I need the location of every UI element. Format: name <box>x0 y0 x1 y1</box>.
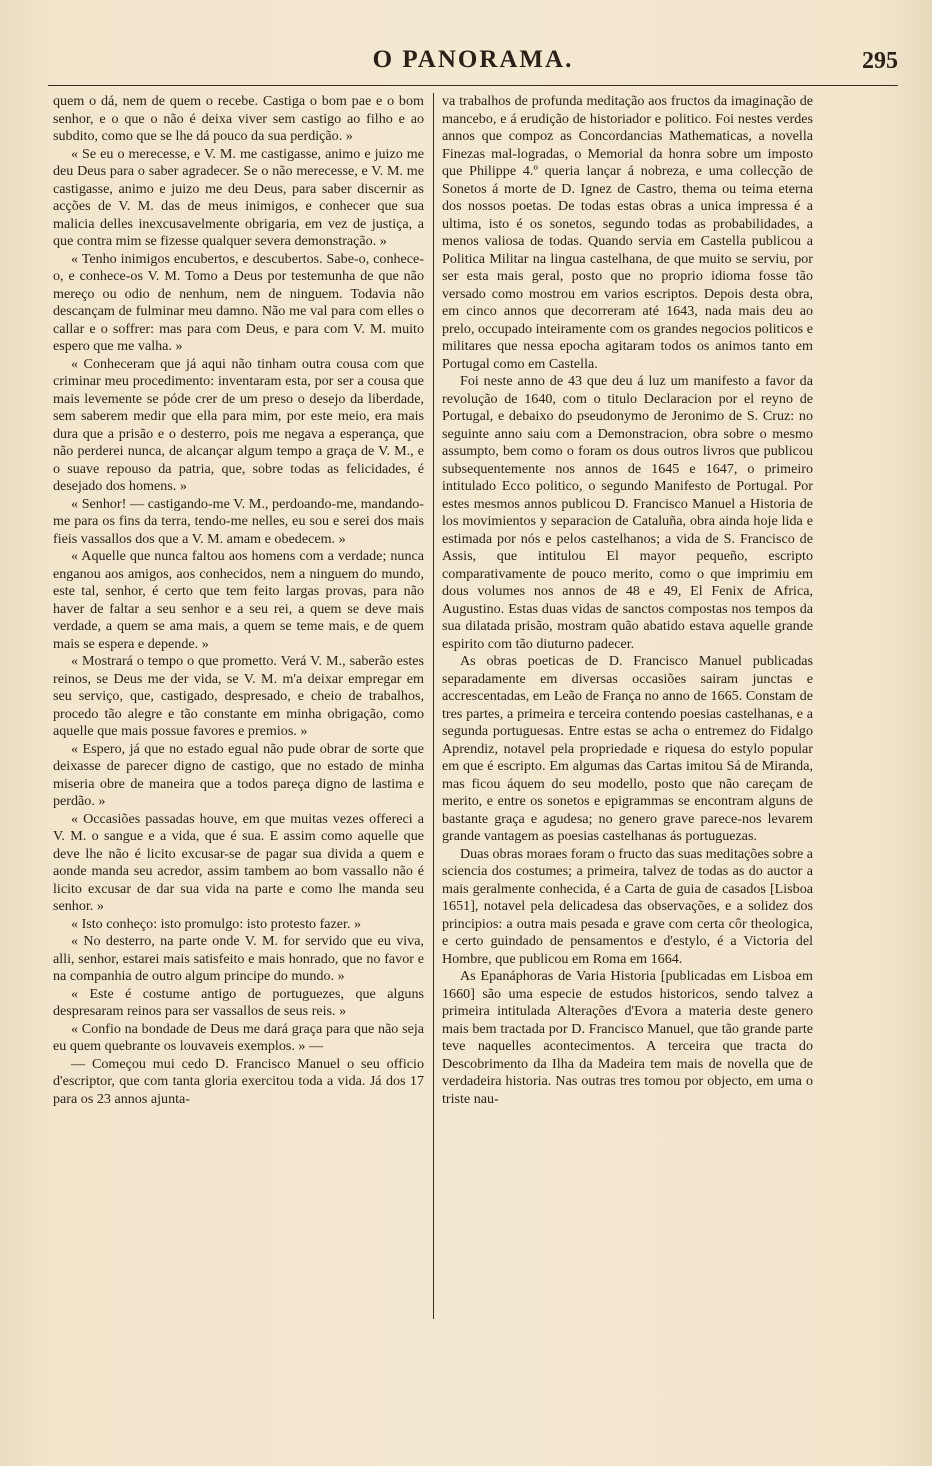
paragraph: Foi neste anno de 43 que deu á luz um manifesto a favor da revolução de 1640, com o titulo Declaracion por el reyno de Portugal, e debaixo do pseudonymo de Jeronimo de S. Cruz: no seguinte anno saiu com a Demonstracion, obra sobre o mesmo assumpto, bem como o foram os dous outros livros que publicou subsequentemente nos annos de 1645 e 1647, o primeiro intitulado Ecco politico, o segundo Manifesto de Portugal. Por estes mesmos annos publicou D. Francisco Manuel a Historia de los movimientos y separacion de Cataluña, obra ainda hoje lida e estimada por nós e pelos castelhanos; a vida de S. Francisco de Assis, que intitulou El mayor pequeño, escripto comparativamente de pouco merito, como o que imprimiu em dous volumes nos annos de 48 e 49, El Fenix de Africa, Augustino. Estas duas vidas de sanctos compostas nos tempos da sua dilatada prisão, mostram quão abatido estava aquelle grande espirito com tão diuturno padecer. <box>442 373 813 652</box>
paragraph: As obras poeticas de D. Francisco Manuel publicadas separadamente em diversas occasiões sairam junctas e accrescentadas, em Leão de França no anno de 1665. Constam de tres partes, a primeira e terceira contendo poesias castelhanas, e a segunda portuguesas. Entre estas se acha o entremez do Fidalgo Aprendiz, notavel pela propriedade e riquesa do estylo popular em que é escripto. Em algumas das Cartas imitou Sá de Miranda, mas ficou áquem do seu modello, posto que não careçam de merito, e entre os sonetos e epigrammas se encontram alguns de bastante graça e agudesa; no genero grave parece-nos levarem grande vantagem as poesias castelhanas ás portuguezas. <box>442 653 813 844</box>
paragraph: « Este é costume antigo de portuguezes, que alguns despresaram reinos para ser vassallos de seus reis. » <box>53 985 424 1019</box>
paragraph: quem o dá, nem de quem o recebe. Castiga o bom pae e o bom senhor, e o que o não é deixa viver sem castigo ao filho e ao subdito, como que se lhe dá pouco da sua perdição. » <box>53 93 424 144</box>
right-column <box>442 93 813 1108</box>
paragraph: « Occasiões passadas houve, em que muitas vezes offereci a V. M. o sangue e a vida, que é sua. E assim como aquelle que deve lhe não é licito excusar-se de pagar sua divida a quem e aonde manda seu acredor, assim tambem ao bom vassallo não é licito excusar de dar sua vida na parte e como lhe manda seu senhor. » <box>53 810 424 914</box>
paragraph: « Se eu o merecesse, e V. M. me castigasse, animo e juizo me deu Deus para o saber agradecer. Se o não merecesse, e V. M. me castigasse, animo e juizo me deu Deus, para saber discernir as acções de V. M. das de meus inimigos, e conhecer que sua malicia delles inexcusavelmente obrigaria, em vez de justiça, a que contra mim se fizesse qualquer severa demonstração. » <box>53 145 424 249</box>
paragraph: « Isto conheço: isto promulgo: isto protesto fazer. » <box>71 915 362 932</box>
column-divider <box>433 93 434 1319</box>
paragraph: Duas obras moraes foram o fructo das suas meditações sobre a sciencia dos costumes; a primeira, talvez de todas as do auctor a mais geralmente conhecida, é a Carta de guia de casados [Lisboa 1651], notavel pela delicadesa das observações, e a solidez dos principios: a outra mais pesada e grave com certa côr theologica, e certo guindado de pensamentos e d'estylo, é a Victoria del Hombre, que publicou em Roma em 1664. <box>442 845 814 967</box>
page-header <box>48 40 898 84</box>
paragraph: « No desterro, na parte onde V. M. for servido que eu viva, alli, senhor, estarei mais satisfeito e mais honrado, que no favor e na companhia de outro algum principe do mundo. » <box>53 933 424 984</box>
paragraph: As Epanáphoras de Varia Historia [publicadas em Lisboa em 1660] são uma especie de estudos historicos, sendo talvez a primeira intitulada Alterações d'Evora a materia deste genero mais bem tractada por D. Francisco Manuel, que tão grande parte teve naquelles acontecimentos. A terceira que tracta do Descobrimento da Ilha da Madeira tem mais de novella que de verdadeira historia. Nas outras tres tomou por objecto, em uma o triste nau- <box>442 968 813 1107</box>
page-number: 295 <box>862 48 898 74</box>
left-column <box>53 93 424 1108</box>
paragraph: — Começou mui cedo D. Francisco Manuel o seu officio d'escriptor, que com tanta gloria exercitou toda a vida. Já dos 17 para os 23 annos ajunta- <box>53 1055 424 1107</box>
paragraph: « Espero, já que no estado egual não pude obrar de sorte que deixasse de parecer digno de castigo, que no estado de minha miseria obre de maneira que a todos pareça digno de lastima e perdão. » <box>53 740 424 809</box>
paragraph: « Confio na bondade de Deus me dará graça para que não seja eu quem quebrante os louvaveis exemplos. » — <box>53 1020 424 1054</box>
header-rule <box>48 85 898 86</box>
running-title: O PANORAMA. <box>372 46 574 73</box>
paragraph: « Aquelle que nunca faltou aos homens com a verdade; nunca enganou aos amigos, aos conhecidos, nem a ninguem do mundo, este tal, senhor, é certo que tem feito largas provas, para não haver de faltar a seu senhor e a seu rei, a quem se deve mais verdade, a quem se ama mais, a quem se teme mais, e de quem mais se espera e depende. » <box>53 548 424 652</box>
paragraph: « Tenho inimigos encubertos, e descubertos. Sabe-o, conhece-o, e conhece-os V. M. Tomo a Deus por testemunha de que não mereço ou odio de nenhum, nem de ninguem. Todavia não descançam de fulminar meu damno. Não me val para com elles o callar e o soffrer: mas para com Deus, e para com V. M. muito espero que me valha. » <box>53 250 424 354</box>
paragraph: « Conheceram que já aqui não tinham outra cousa com que criminar meu procedimento: inventaram esta, por ser a cousa que mais levemente se póde crer de um preso o desejo da liberdade, sem saberem medir que ella para mim, por este meio, era mais dura que a prisão e o desterro, pois me negava a esperança, que não perderei nunca, de alcançar algum tempo a graça de V. M., e o suave repouso da patria, que, sobre todas as felicidades, é desejado dos homens. » <box>53 355 424 494</box>
paragraph: « Mostrará o tempo o que prometto. Verá V. M., saberão estes reinos, se Deus me der vida, se V. M. m'a deixar empregar em seu serviço, que, castigado, despresado, e cheio de trabalhos, procedo tão alegre e tão constante em minha obrigação, como aquelle que mais possue favores e premios. » <box>53 653 424 739</box>
paragraph: va trabalhos de profunda meditação aos fructos da imaginação de mancebo, e á erudição de historiador e politico. Foi nestes verdes annos que compoz as Concordancias Mathematicas, a novella Finezas mal-logradas, o Memorial da honra sobre um imposto que Philippe 4.º queria lançar á nobreza, e uma collecção de Sonetos á morte de D. Ignez de Castro, thema ou teima eterna dos nossos poetas. De todas estas obras a unica impressa é a ultima, isto é os sonetos, segundo todas as probabilidades, a menos valiosa de todas. Quando servia em Castella publicou a Politica Militar na lingua castelhana, de que muito se serviu, por ser esta mais geral, posto que no proprio idioma fosse tão versado como mostrou em varios escriptos. Depois desta obra, em cinco annos que decorreram até 1643, nada mais deu ao prelo, occupado inteiramente com os grandes negocios politicos e militares que nessa epocha agitaram todos os animos tanto em Portugal como em Castella. <box>442 93 813 372</box>
paragraph: « Senhor! — castigando-me V. M., perdoando-me, mandando-me para os fins da terra, tendo-me nelles, eu sou e serei dos mais fieis vassallos dos que a V. M. amam e obedecem. » <box>53 495 424 547</box>
